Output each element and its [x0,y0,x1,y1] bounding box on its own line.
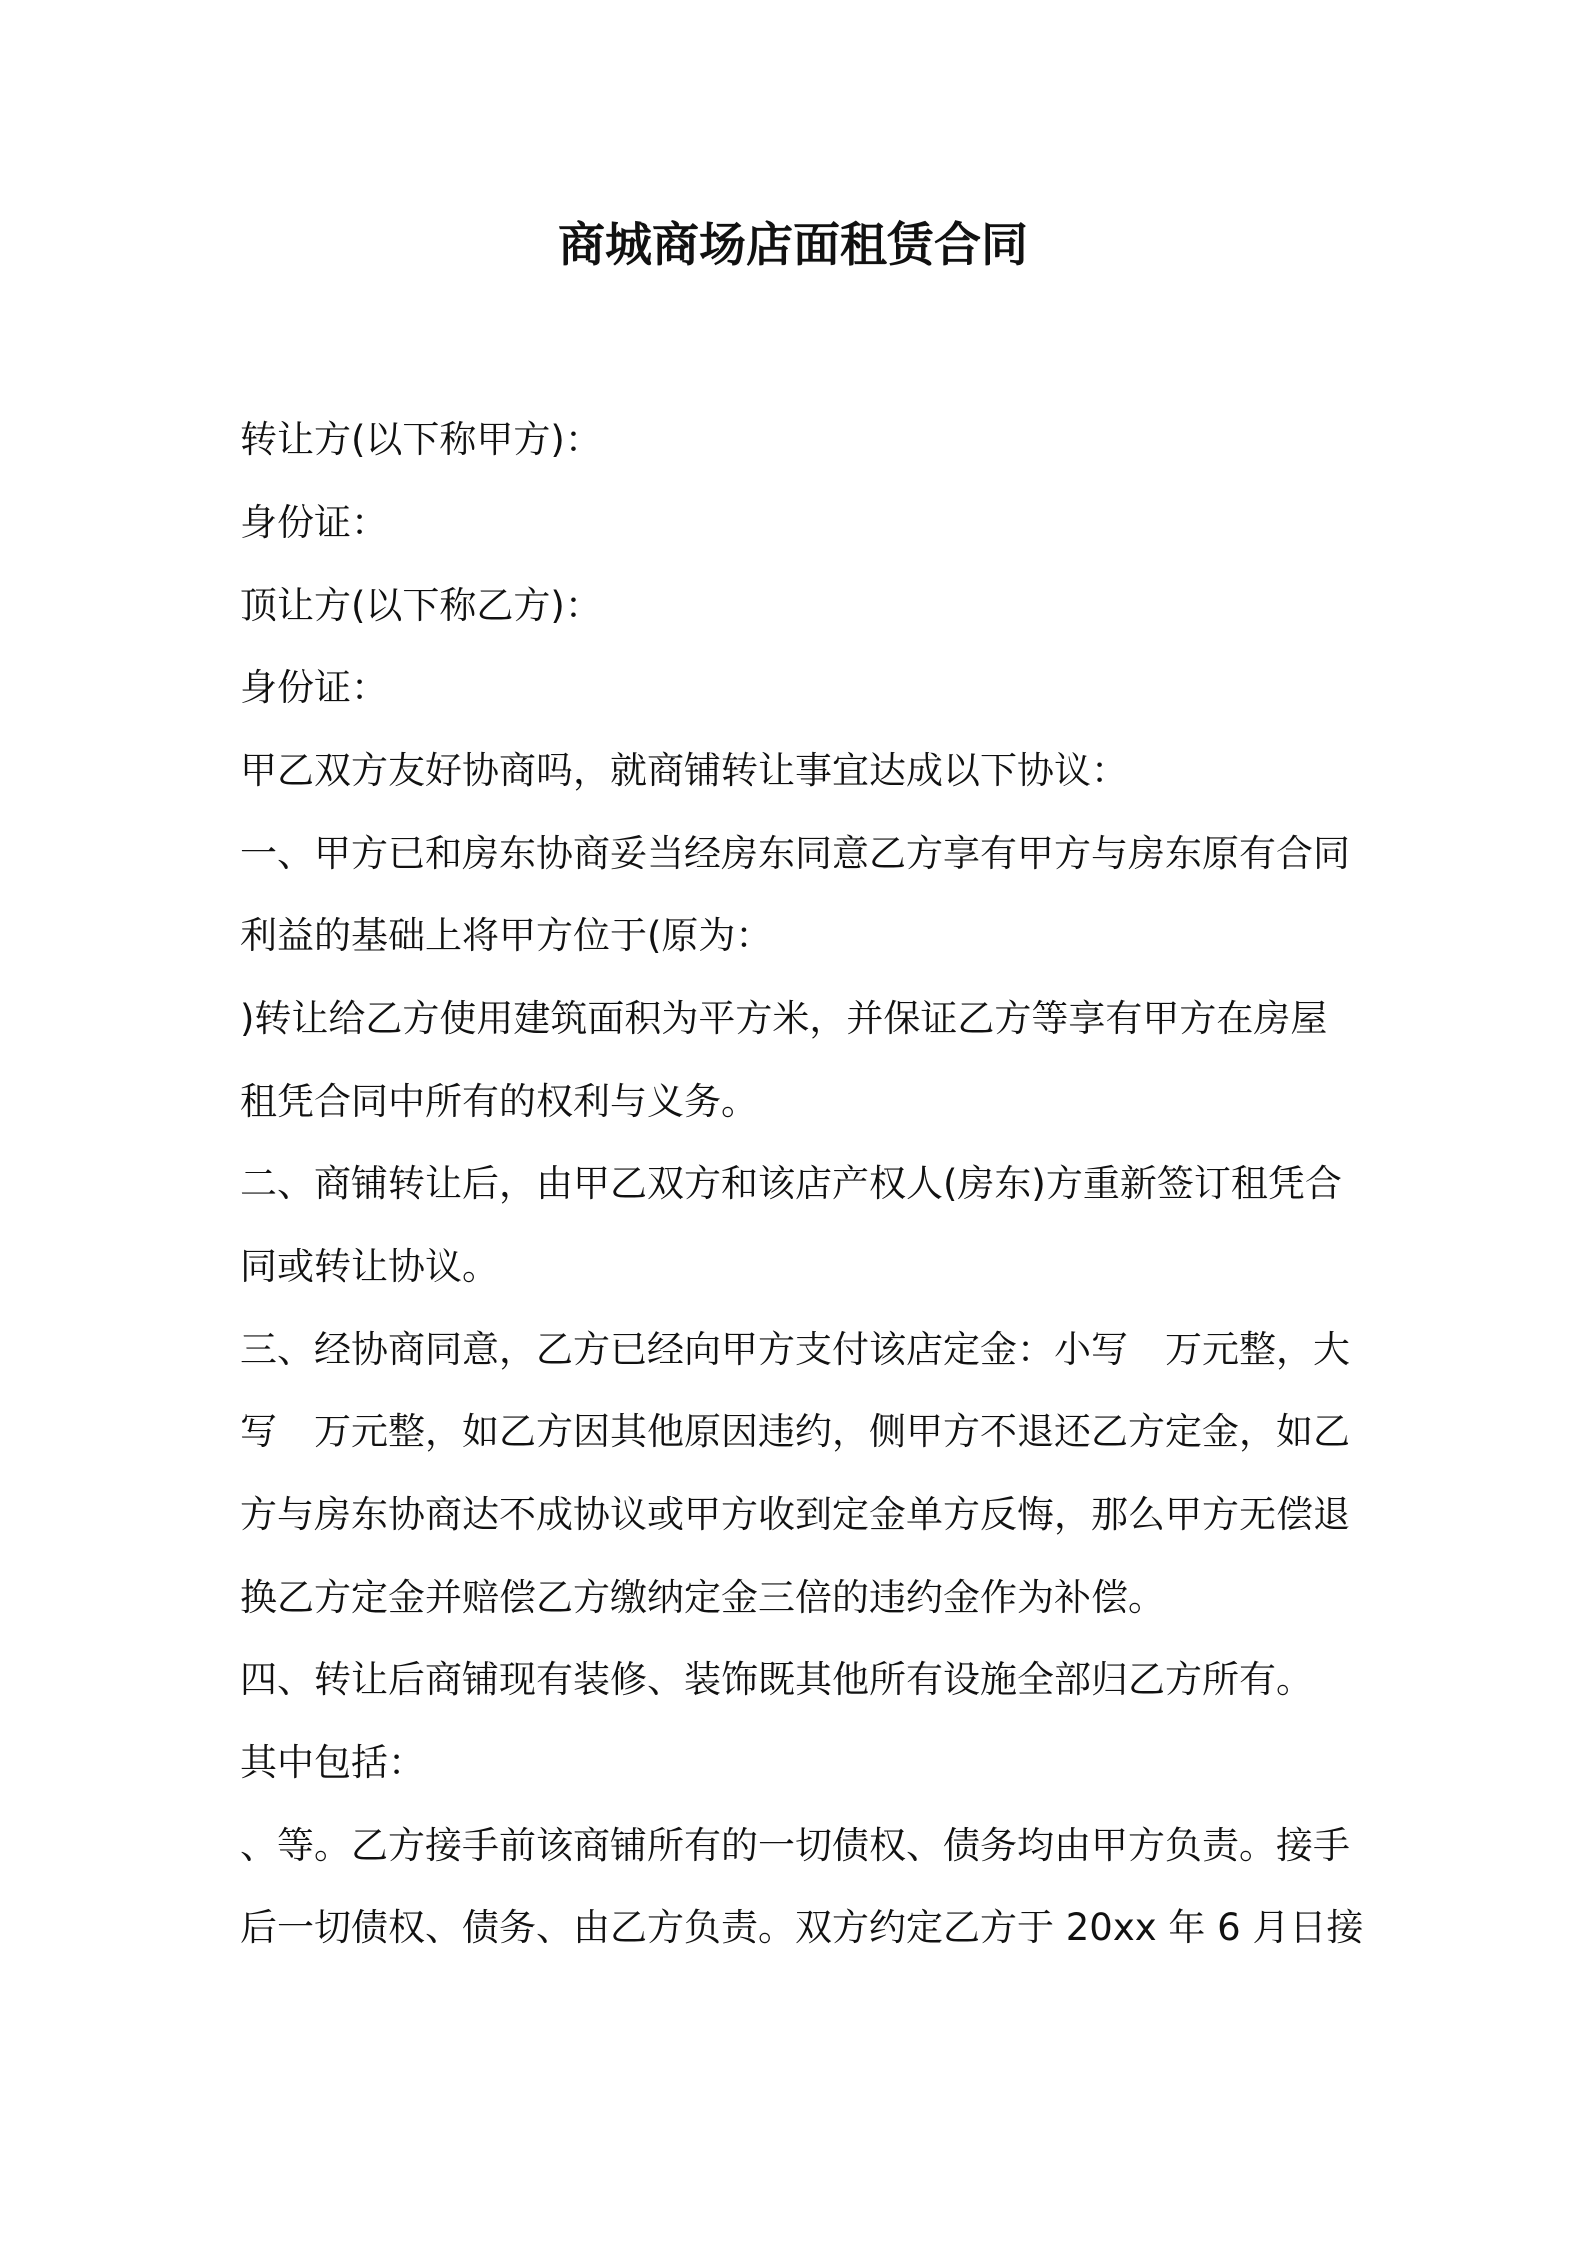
clause-3-line-4: 换乙方定金并赔偿乙方缴纳定金三倍的违约金作为补偿。 [240,1576,1165,1619]
clause-4-line-2: 其中包括： [240,1741,425,1784]
agreement-intro-line: 甲乙双方友好协商吗，就商铺转让事宜达成以下协议： [240,749,1128,792]
clause-4-line-3: 、等。乙方接手前该商铺所有的一切债权、债务均由甲方负责。接手 [240,1824,1350,1867]
clause-4-line-1: 四、转让后商铺现有装修、装饰既其他所有设施全部归乙方所有。 [240,1658,1313,1701]
party-a-line: 转让方(以下称甲方)： [240,418,602,461]
clause-2-line-1: 二、商铺转让后，由甲乙双方和该店产权人(房东)方重新签订租凭合 [240,1162,1342,1205]
clause-1-line-2: 利益的基础上将甲方位于(原为： [240,914,773,957]
clause-1-line-1: 一、甲方已和房东协商妥当经房东同意乙方享有甲方与房东原有合同 [240,832,1350,875]
party-b-line: 顶让方(以下称乙方)： [240,584,602,627]
clause-3-line-1: 三、经协商同意，乙方已经向甲方支付该店定金：小写 万元整，大 [240,1328,1350,1371]
party-a-id-line: 身份证： [240,501,388,544]
clause-3-line-2: 写 万元整，如乙方因其他原因违约，侧甲方不退还乙方定金，如乙 [240,1410,1350,1453]
clause-1-line-3: )转让给乙方使用建筑面积为平方米，并保证乙方等享有甲方在房屋 [240,997,1328,1040]
clause-1-line-4: 租凭合同中所有的权利与义务。 [240,1080,758,1123]
party-b-id-line: 身份证： [240,666,388,709]
document-title: 商城商场店面租赁合同 [558,218,1028,273]
clause-4-line-4: 后一切债权、债务、由乙方负责。双方约定乙方于 20xx 年 6 月日接 [240,1906,1364,1949]
clause-2-line-2: 同或转让协议。 [240,1245,499,1288]
clause-3-line-3: 方与房东协商达不成协议或甲方收到定金单方反悔，那么甲方无偿退 [240,1493,1350,1536]
